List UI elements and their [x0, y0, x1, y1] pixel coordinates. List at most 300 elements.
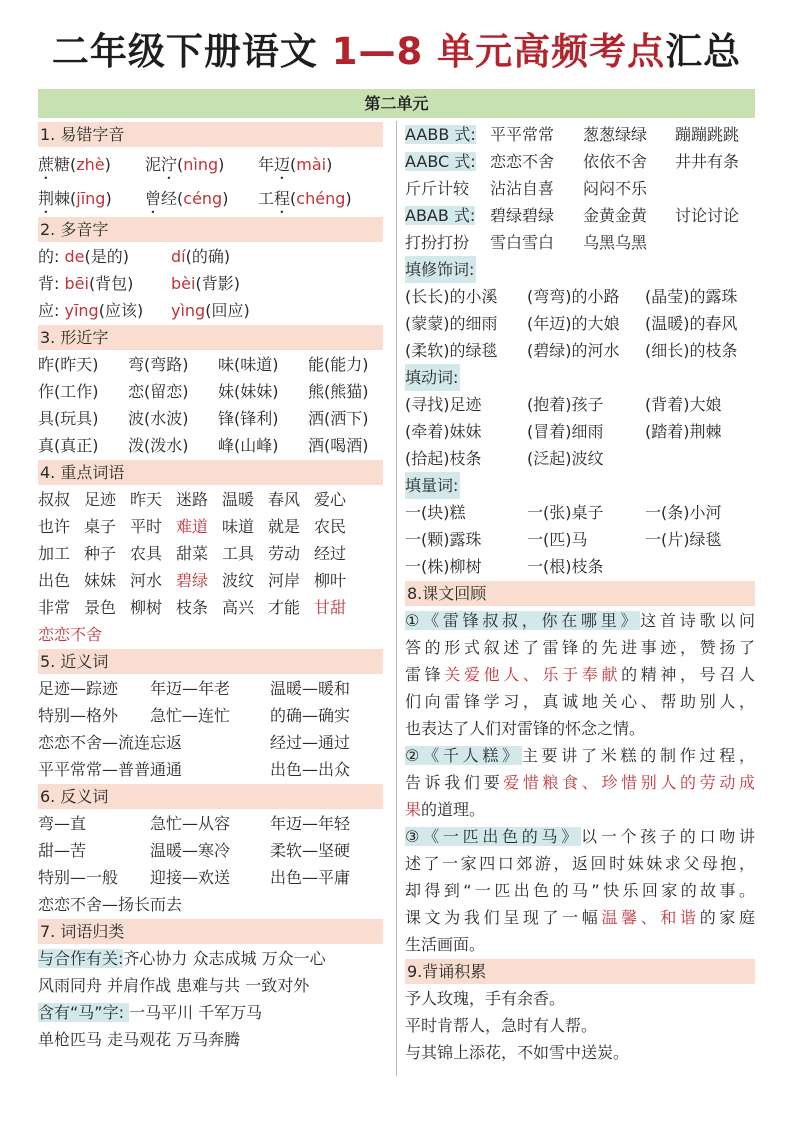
text-line: [405, 1039, 755, 1066]
list-row: [38, 405, 383, 432]
highlight-label: ③《一匹出色的马》: [405, 827, 582, 846]
list-item: 柳树: [130, 598, 163, 617]
list-item: [38, 949, 326, 968]
text-segment: (回应): [205, 301, 250, 320]
list-item: 温暖—寒冷: [150, 841, 231, 860]
list-item: 恋恋不舍—流连忘返: [38, 733, 183, 752]
list-item: 也许: [38, 517, 71, 536]
list-item: 的确—确实: [270, 706, 351, 725]
list-row: [405, 202, 755, 229]
section: [405, 256, 755, 364]
sub-label-row: [405, 256, 755, 283]
section: [38, 784, 383, 918]
list-item: 恋恋不舍: [490, 152, 555, 171]
highlight-red-text: 温馨、和谐: [601, 908, 700, 927]
list-item: [171, 243, 383, 270]
list-item: 弯(弯路): [128, 355, 189, 374]
highlight-label: ABAB 式:: [405, 206, 476, 225]
text-segment: 与其锦上添花，不如雪中送炭。: [405, 1043, 630, 1062]
text-segment: 平时肯帮人，急时有人帮。: [405, 1016, 598, 1035]
text-segment: (应该): [98, 301, 144, 320]
sub-label: 填量词:: [405, 472, 460, 499]
highlight-red-text: 爱惜粮食、珍惜别人的劳动成: [503, 773, 755, 792]
text-segment: 糖(: [54, 155, 77, 174]
section-header: 7. 词语归类: [38, 919, 383, 944]
unit-title-bar: 第二单元: [38, 89, 755, 118]
list-item: 波(水波): [128, 409, 189, 428]
text-segment: 课文为我们呈现了一幅: [405, 908, 602, 927]
text-segment: 的家庭: [699, 908, 755, 927]
section: [405, 472, 755, 580]
list-item: 迎接—欢送: [150, 868, 231, 887]
list-item: 具(玩具): [38, 409, 99, 428]
list-item: 葱葱绿绿: [583, 125, 648, 144]
dotted-char: 程: [274, 189, 291, 208]
list-item: [38, 270, 171, 297]
list-item: [150, 756, 270, 783]
list-item: 弯—直: [38, 814, 87, 833]
text-segment: (: [290, 189, 297, 208]
list-item: 景色: [84, 598, 117, 617]
list-row: [405, 148, 755, 175]
list-row: [38, 513, 383, 540]
text-segment: 一马平川 千军万马: [129, 1003, 263, 1022]
list-row: [405, 526, 755, 553]
highlight-red-text: 恋恋不舍: [38, 625, 103, 644]
list-item: 温暖: [222, 490, 255, 509]
list-item: 平时: [130, 517, 163, 536]
list-row: [38, 297, 383, 324]
text-segment: 述了一家四口郊游，返回时妹妹求父母抱，: [405, 854, 755, 873]
text-line: [405, 634, 755, 661]
list-item: 特别—一般: [38, 868, 119, 887]
list-row: [38, 702, 383, 729]
highlight-red-text: bēi: [64, 274, 89, 293]
list-item: 才能: [268, 598, 301, 617]
list-row: [405, 553, 755, 580]
list-row: [38, 432, 383, 459]
text-line: [405, 823, 755, 850]
list-row: [405, 391, 755, 418]
text-line: [405, 796, 755, 823]
list-item: 单枪匹马 走马观花 万马奔腾: [38, 1030, 241, 1049]
list-item: (抱着)孩子: [527, 395, 604, 414]
list-row: [405, 283, 755, 310]
text-segment: ): [326, 155, 333, 174]
list-row: [38, 1026, 383, 1053]
list-item: [176, 513, 222, 540]
left-column: [38, 121, 383, 1053]
list-item: 打扮打扮: [405, 233, 470, 252]
list-item: 斤斤计较: [405, 179, 470, 198]
text-line: [405, 985, 755, 1012]
text-segment: 的:: [38, 247, 65, 266]
list-item: 非常: [38, 598, 71, 617]
list-item: 味(味道): [218, 355, 279, 374]
highlight-label: AABB 式:: [405, 125, 476, 144]
dotted-char: 蔗: [38, 155, 55, 174]
list-item: 就是: [268, 517, 301, 536]
highlight-red-text: mài: [296, 155, 327, 174]
list-item: 昨(昨天): [38, 355, 99, 374]
list-row: [38, 243, 383, 270]
list-item: 恋(留恋): [128, 382, 189, 401]
list-row: [38, 864, 383, 891]
list-item: 种子: [84, 544, 117, 563]
list-item: 年迈—年老: [150, 679, 231, 698]
list-item: 乌黑乌黑: [583, 233, 648, 252]
highlight-red-text: yìng: [171, 301, 206, 320]
highlight-red-text: de: [64, 247, 85, 266]
list-item: (弯弯)的小路: [527, 287, 620, 306]
list-item: [145, 148, 258, 183]
section: [38, 649, 383, 783]
text-segment: 的道理。: [421, 800, 486, 819]
highlight-red-text: 关爱他人、乐于奉献: [444, 665, 622, 684]
sub-label-row: [405, 472, 755, 499]
list-item: 酒(喝酒): [308, 436, 369, 455]
section-header: 8.课文回顾: [405, 581, 755, 606]
list-item: 一(条)小河: [645, 503, 722, 522]
section: [405, 581, 755, 958]
list-item: 作(工作): [38, 382, 99, 401]
list-item: 妹(妹妹): [218, 382, 279, 401]
list-item: 经过: [314, 544, 347, 563]
list-item: 温暖—暖和: [270, 679, 351, 698]
list-item: 一(根)枝条: [527, 557, 604, 576]
list-row: [38, 999, 383, 1026]
text-segment: 齐心协力 众志成城 万众一心: [123, 949, 326, 968]
list-item: (冒着)细雨: [527, 422, 604, 441]
highlight-label: AABC 式:: [405, 152, 476, 171]
sub-label: 填动词:: [405, 364, 460, 391]
list-item: 工具: [222, 544, 255, 563]
dotted-char: 泞: [161, 155, 178, 174]
page-title: [0, 22, 793, 82]
text-segment: 答的形式叙述了雷锋的先进事迹，赞扬了: [405, 638, 755, 657]
list-item: 足迹—踪迹: [38, 679, 119, 698]
list-item: (细长)的枝条: [645, 341, 738, 360]
section-header: 4. 重点词语: [38, 460, 383, 485]
list-item: 沾沾自喜: [490, 179, 555, 198]
list-item: 高兴: [222, 598, 255, 617]
list-item: 枝条: [176, 598, 209, 617]
list-row: [405, 445, 755, 472]
text-line: [405, 742, 755, 769]
list-item: (碧绿)的河水: [527, 341, 620, 360]
highlight-red-text: 甘甜: [314, 598, 347, 617]
text-segment: 却得到“一匹出色的马”快乐回家的故事。: [405, 881, 755, 900]
list-item: [171, 297, 383, 324]
text-line: [405, 607, 755, 634]
list-item: 雪白雪白: [490, 233, 555, 252]
list-row: [38, 148, 383, 182]
text-segment: 这首诗歌以问: [640, 611, 755, 630]
text-segment: 们向雷锋学习，真诚地关心、帮助别人，: [405, 692, 755, 711]
list-item: 井井有条: [675, 152, 740, 171]
list-item: 农具: [130, 544, 163, 563]
list-item: [314, 594, 360, 621]
list-item: 河岸: [268, 571, 301, 590]
section: [38, 919, 383, 1053]
highlight-red-text: dí: [171, 247, 186, 266]
text-line: [405, 850, 755, 877]
highlight-red-text: céng: [183, 189, 223, 208]
list-item: 平平常常: [490, 125, 555, 144]
list-item: [38, 182, 145, 217]
list-item: 锋(锋利): [218, 409, 279, 428]
list-item: [38, 621, 103, 648]
text-segment: 以一个孩子的口吻讲: [581, 827, 755, 846]
list-row: [38, 945, 383, 972]
list-item: 甜菜: [176, 544, 209, 563]
list-item: 味道: [222, 517, 255, 536]
list-row: [38, 621, 383, 648]
list-item: 蹦蹦跳跳: [675, 125, 740, 144]
section: [38, 122, 383, 216]
text-segment: (: [290, 155, 297, 174]
list-item: 加工: [38, 544, 71, 563]
text-segment: 的精神，号召人: [621, 665, 755, 684]
list-item: (柔软)的绿毯: [405, 341, 498, 360]
list-row: [38, 486, 383, 513]
list-item: 洒(洒下): [308, 409, 369, 428]
text-segment: (背影): [195, 274, 240, 293]
text-segment: (背包): [88, 274, 134, 293]
list-row: [38, 378, 383, 405]
title-black: 二年级下册语文: [51, 30, 332, 73]
list-row: [38, 182, 383, 216]
highlight-red-text: yīng: [64, 301, 99, 320]
list-item: (牵着)妹妹: [405, 422, 482, 441]
text-segment: 也表达了人们对雷锋的怀念之情。: [405, 719, 646, 738]
list-item: 一(张)桌子: [527, 503, 604, 522]
list-item: 金黄金黄: [583, 206, 648, 225]
list-item: 泼(泼水): [128, 436, 189, 455]
list-item: 桌子: [84, 517, 117, 536]
list-row: [405, 337, 755, 364]
list-item: 经过—通过: [270, 733, 351, 752]
list-item: 峰(山峰): [218, 436, 279, 455]
section-header: 2. 多音字: [38, 217, 383, 242]
list-item: (拾起)枝条: [405, 449, 482, 468]
highlight-red-text: nìng: [183, 155, 219, 174]
highlight-label: ②《千人糕》: [405, 746, 522, 765]
text-line: [405, 715, 755, 742]
text-segment: 予人玫瑰，手有余香。: [405, 989, 566, 1008]
section: [38, 217, 383, 324]
text-segment: 经(: [161, 189, 184, 208]
list-row: [405, 121, 755, 148]
right-column: [405, 121, 755, 1066]
list-row: [405, 310, 755, 337]
list-item: 劳动: [268, 544, 301, 563]
text-segment: ): [345, 189, 352, 208]
highlight-red-text: zhè: [76, 155, 105, 174]
list-item: 一(颗)露珠: [405, 530, 482, 549]
section: [405, 959, 755, 1066]
list-row: [38, 891, 383, 918]
list-item: (年迈)的大娘: [527, 314, 620, 333]
highlight-label: 与合作有关:: [38, 949, 124, 968]
highlight-red-text: 难道: [176, 517, 209, 536]
text-segment: 工: [258, 189, 275, 208]
list-item: 农民: [314, 517, 347, 536]
list-item: 平平常常—普普通通: [38, 760, 183, 779]
list-item: 迷路: [176, 490, 209, 509]
text-line: [405, 877, 755, 904]
list-item: [258, 148, 383, 183]
list-item: 恋恋不舍—扬长而去: [38, 895, 183, 914]
list-item: 能(能力): [308, 355, 369, 374]
list-row: [38, 972, 383, 999]
list-row: [38, 567, 383, 594]
list-item: [258, 182, 383, 217]
list-item: 讨论讨论: [675, 206, 740, 225]
list-item: (长长)的小溪: [405, 287, 498, 306]
section: [38, 460, 383, 648]
section-header: 3. 形近字: [38, 325, 383, 350]
list-item: [405, 121, 490, 148]
list-row: [38, 270, 383, 297]
dotted-char: 荆: [38, 189, 55, 208]
text-segment: (是的): [84, 247, 129, 266]
text-segment: 棘(: [54, 189, 77, 208]
list-row: [38, 810, 383, 837]
list-item: (踏着)荆棘: [645, 422, 722, 441]
text-segment: 主要讲了米糕的制作过程，: [521, 746, 755, 765]
list-item: 出色: [38, 571, 71, 590]
list-item: 一(株)柳树: [405, 557, 482, 576]
list-row: [405, 229, 755, 256]
dotted-char: 迈: [274, 155, 291, 174]
list-row: [38, 675, 383, 702]
section-header: 1. 易错字音: [38, 122, 383, 147]
list-item: 碧绿碧绿: [490, 206, 555, 225]
list-item: (晶莹)的露珠: [645, 287, 738, 306]
list-item: 风雨同舟 并肩作战 患难与共 一致对外: [38, 976, 310, 995]
section: [405, 121, 755, 256]
list-item: 出色—出众: [270, 760, 351, 779]
title-red: 1—8 单元高频考点: [331, 30, 666, 73]
text-segment: (: [177, 155, 184, 174]
list-row: [38, 540, 383, 567]
list-item: 甜—苦: [38, 841, 87, 860]
list-item: [145, 182, 258, 217]
list-item: (背着)大娘: [645, 395, 722, 414]
list-item: 依依不舍: [583, 152, 648, 171]
list-item: [38, 1003, 262, 1022]
list-item: 妹妹: [84, 571, 117, 590]
list-item: 昨天: [130, 490, 163, 509]
text-line: [405, 688, 755, 715]
list-item: 柔软—坚硬: [270, 841, 351, 860]
list-item: 足迹: [84, 490, 117, 509]
list-item: 波纹: [222, 571, 255, 590]
list-item: (蒙蒙)的细雨: [405, 314, 498, 333]
highlight-label: 含有“马”字:: [38, 1003, 130, 1022]
text-segment: ): [218, 155, 225, 174]
list-item: 爱心: [314, 490, 347, 509]
list-row: [38, 729, 383, 756]
list-item: [171, 270, 383, 297]
text-segment: (的确): [185, 247, 231, 266]
section: [38, 325, 383, 459]
text-segment: 年: [258, 155, 275, 174]
text-segment: ): [222, 189, 229, 208]
list-row: [405, 418, 755, 445]
text-segment: 泥: [145, 155, 162, 174]
list-item: (寻找)足迹: [405, 395, 482, 414]
list-item: [38, 297, 171, 324]
text-line: [405, 1012, 755, 1039]
list-item: (温暖)的春风: [645, 314, 738, 333]
highlight-red-text: jīng: [76, 189, 106, 208]
list-row: [38, 351, 383, 378]
list-row: [405, 175, 755, 202]
highlight-label: ①《雷锋叔叔，你在哪里》: [405, 611, 641, 630]
list-item: 闷闷不乐: [583, 179, 648, 198]
list-item: [38, 243, 171, 270]
list-item: 一(片)绿毯: [645, 530, 722, 549]
list-row: [38, 837, 383, 864]
list-item: (泛起)波纹: [527, 449, 604, 468]
list-item: [150, 729, 270, 756]
section-header: 6. 反义词: [38, 784, 383, 809]
text-segment: ): [105, 189, 112, 208]
highlight-red-text: chéng: [296, 189, 346, 208]
list-item: 真(真正): [38, 436, 99, 455]
title-end: 汇总: [665, 30, 742, 73]
highlight-red-text: bèi: [171, 274, 196, 293]
list-item: 特别—格外: [38, 706, 119, 725]
section-header: 5. 近义词: [38, 649, 383, 674]
list-item: 年迈—年轻: [270, 814, 351, 833]
dotted-char: 曾: [145, 189, 162, 208]
text-segment: 应:: [38, 301, 65, 320]
list-row: [38, 594, 383, 621]
text-segment: ): [104, 155, 111, 174]
list-item: [176, 567, 222, 594]
list-item: [405, 148, 490, 175]
list-item: 熊(熊猫): [308, 382, 369, 401]
text-segment: 生活画面。: [405, 935, 486, 954]
list-item: 柳叶: [314, 571, 347, 590]
highlight-red-text: 果: [405, 800, 422, 819]
text-line: [405, 769, 755, 796]
section-header: 9.背诵积累: [405, 959, 755, 984]
text-line: [405, 661, 755, 688]
list-item: 急忙—连忙: [150, 706, 231, 725]
list-item: 叔叔: [38, 490, 71, 509]
text-segment: 告诉我们要: [405, 773, 504, 792]
list-row: [38, 756, 383, 783]
text-segment: 雷锋: [405, 665, 445, 684]
sub-label: 填修饰词:: [405, 256, 476, 283]
highlight-red-text: 碧绿: [176, 571, 209, 590]
section: [405, 364, 755, 472]
list-item: 急忙—从容: [150, 814, 231, 833]
column-divider: [396, 121, 397, 1076]
list-item: 一(匹)马: [527, 530, 588, 549]
list-row: [405, 499, 755, 526]
list-item: [38, 148, 145, 183]
list-item: 一(块)糕: [405, 503, 466, 522]
text-segment: 背:: [38, 274, 65, 293]
text-line: [405, 931, 755, 958]
sub-label-row: [405, 364, 755, 391]
list-item: 春风: [268, 490, 301, 509]
